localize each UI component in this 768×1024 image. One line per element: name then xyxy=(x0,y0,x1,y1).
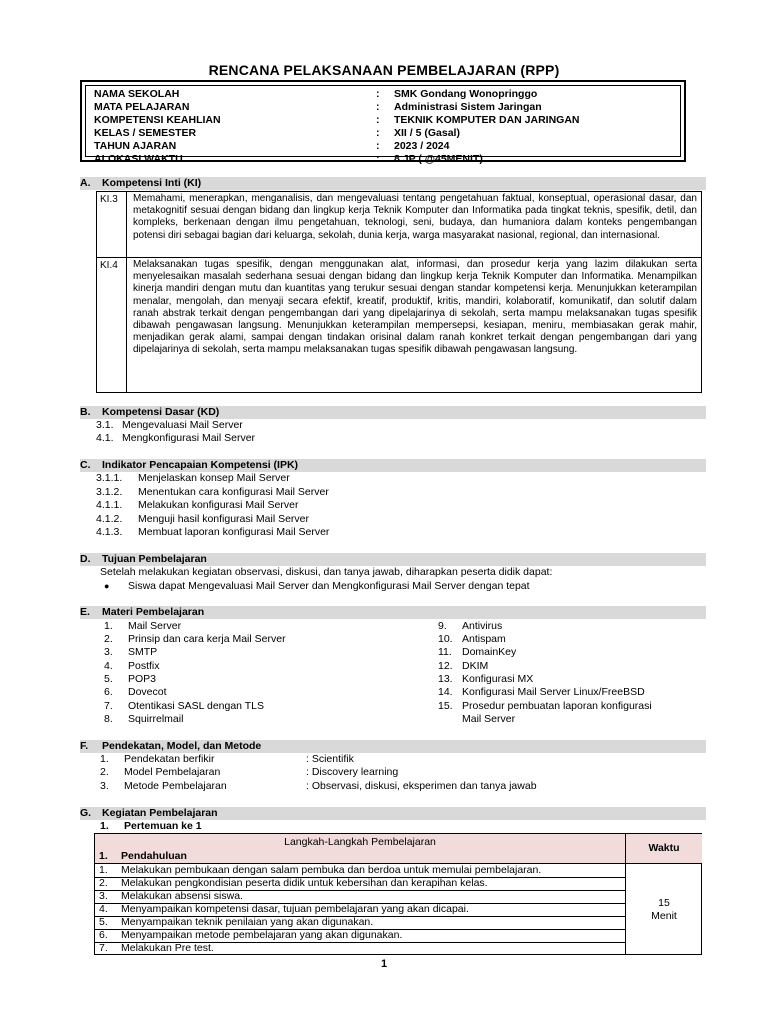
kegiatan-row-text: Melakukan Pre test. xyxy=(121,942,214,954)
materi-number: 10. xyxy=(438,633,453,645)
kegiatan-row-text: Menyampaikan metode pembelajaran yang akan digunakan. xyxy=(121,929,403,941)
kegiatan-body xyxy=(95,864,625,954)
kegiatan-time-cell xyxy=(625,864,702,954)
materi-number: 12. xyxy=(438,660,453,672)
materi-text-part: Prosedur pembuatan laporan konfigurasi xyxy=(462,700,652,712)
identity-key: ALOKASI WAKTU xyxy=(94,153,183,165)
materi-number: 5. xyxy=(104,673,113,685)
materi-text: Otentikasi SASL dengan TLS xyxy=(128,700,265,712)
materi-number: 13. xyxy=(438,673,453,685)
identity-colon: : xyxy=(376,88,380,100)
identity-key: KOMPETENSI KEAHLIAN xyxy=(94,114,221,126)
kegiatan-row-number: 3. xyxy=(99,890,108,902)
tujuan-item: Siswa dapat Mengevaluasi Mail Server dan Mengkonfigurasi Mail Server dengan tepat xyxy=(128,580,530,592)
materi-number: 2. xyxy=(104,633,113,645)
kegiatan-row-number: 1. xyxy=(99,864,108,876)
pendekatan-number: 1. xyxy=(100,753,109,765)
ki-code: KI.3 xyxy=(97,192,127,257)
materi-text: POP3 xyxy=(128,673,157,685)
document-title: RENCANA PELAKSANAAN PEMBELAJARAN (RPP) xyxy=(208,62,560,78)
identity-colon: : xyxy=(376,153,380,165)
bullet-icon: ● xyxy=(104,581,110,591)
ki-code: KI.4 xyxy=(97,258,127,392)
identity-value: 2023 / 2024 xyxy=(394,140,450,152)
pendekatan-label: Model Pembelajaran xyxy=(124,766,221,778)
ipk-text: Menguji hasil konfigurasi Mail Server xyxy=(138,513,309,525)
pertemuan-number: 1. xyxy=(100,820,109,832)
pendekatan-number: 2. xyxy=(100,766,109,778)
kegiatan-row-text: Melakukan pembukaan dengan salam pembuka dan berdoa untuk memulai pembelajaran. xyxy=(121,864,542,876)
identity-value: Administrasi Sistem Jaringan xyxy=(394,101,542,113)
identity-value: 8 JP ( @45MENIT) xyxy=(394,153,483,165)
section-letter: D. xyxy=(80,553,91,565)
section-heading-d xyxy=(80,553,706,566)
ipk-number: 4.1.3. xyxy=(96,526,123,538)
kegiatan-row-text: Melakukan pengkondisian peserta didik untuk kebersihan dan kerapihan kelas. xyxy=(121,877,488,889)
kegiatan-table xyxy=(94,833,702,955)
ipk-number: 4.1.1. xyxy=(96,499,123,511)
materi-number: 6. xyxy=(104,686,113,698)
materi-text: Dovecot xyxy=(128,686,167,698)
section-letter: B. xyxy=(80,406,91,418)
kegiatan-row-number: 7. xyxy=(99,942,108,954)
ipk-text: Melakukan konfigurasi Mail Server xyxy=(138,499,299,511)
materi-text xyxy=(462,700,698,713)
materi-number: 1. xyxy=(104,620,113,632)
materi-text: Prinsip dan cara kerja Mail Server xyxy=(128,633,286,645)
materi-text: DomainKey xyxy=(462,646,517,658)
ipk-number: 3.1.2. xyxy=(96,486,123,498)
ipk-number: 4.1.2. xyxy=(96,513,123,525)
section-letter: F. xyxy=(80,740,89,752)
materi-number: 15. xyxy=(438,700,453,712)
materi-number: 7. xyxy=(104,700,113,712)
materi-text: Antispam xyxy=(462,633,506,645)
identity-value: SMK Gondang Wonopringgo xyxy=(394,88,538,100)
section-heading-c xyxy=(80,459,706,472)
identity-key: MATA PELAJARAN xyxy=(94,101,190,113)
materi-number: 11. xyxy=(438,646,452,658)
kd-number: 3.1. xyxy=(96,419,114,431)
section-heading-e xyxy=(80,606,706,619)
section-heading-a xyxy=(80,177,706,190)
ipk-text: Menjelaskan konsep Mail Server xyxy=(138,472,290,484)
section-heading-f xyxy=(80,740,706,753)
kegiatan-time-value: 15 xyxy=(658,897,670,909)
section-label: Materi Pembelajaran xyxy=(102,606,205,618)
kegiatan-time-header: Waktu xyxy=(625,834,702,864)
identity-value: TEKNIK KOMPUTER DAN JARINGAN xyxy=(394,114,580,126)
pendekatan-value: : Observasi, diskusi, eksperimen dan tanya jawab xyxy=(306,780,537,792)
kegiatan-row-number: 5. xyxy=(99,916,108,928)
identity-key: KELAS / SEMESTER xyxy=(94,127,197,139)
materi-number: 9. xyxy=(438,620,447,632)
kegiatan-time-unit: Menit xyxy=(651,910,677,922)
pendekatan-label: Metode Pembelajaran xyxy=(124,780,227,792)
ki-text: Melaksanakan tugas spesifik, dengan menggunakan alat, informasi, dan prosedur kerja yang lazim dilakukan serta menyelesaikan masalah sederhana sesuai dengan bidang dan lingkup kerja Teknik Komputer dan Informatika. Menampilkan kinerja mandiri dengan mutu dan kuantitas yang terukur sesuai dengan standar kompetensi kerja. Menunjukkan keterampilan menalar, mengolah, dan menyaji secara efektif, kreatif, produktif, kritis, mandiri, kolaboratif, komunikatif, dan solutif dalam ranah abstrak terkait dengan pengembangan dari yang dipelajarinya di sekolah, serta mampu melaksanakan tugas spesifik dibawah pengawasan langsung. Menunjukkan keterampilan mempersepsi, kesiapan, meniru, membiasakan gerak mahir, menjadikan gerak alami, sampai dengan tindakan orisinal dalam ranah konkret terkait dengan pengembangan dari yang dipelajarinya di sekolah, serta mampu melaksanakan tugas spesifik dibawah pengawasan langsung. xyxy=(133,259,697,356)
pertemuan-label: Pertemuan ke 1 xyxy=(124,820,202,832)
identity-colon: : xyxy=(376,140,380,152)
section-letter: E. xyxy=(80,606,90,618)
materi-text: Postfix xyxy=(128,660,160,672)
materi-text: Squirrelmail xyxy=(128,713,184,725)
section-letter: A. xyxy=(80,177,91,189)
materi-text: Konfigurasi MX xyxy=(462,673,534,685)
section-letter: C. xyxy=(80,459,91,471)
materi-text: Konfigurasi Mail Server Linux/FreeBSD xyxy=(462,686,645,698)
materi-number: 8. xyxy=(104,713,113,725)
identity-key: NAMA SEKOLAH xyxy=(94,88,180,100)
kegiatan-sub-number: 1. xyxy=(99,850,108,862)
pendekatan-number: 3. xyxy=(100,780,109,792)
page-number: 1 xyxy=(380,958,388,970)
materi-text: Mail Server xyxy=(128,620,182,632)
ki-text: Memahami, menerapkan, menganalisis, dan mengevaluasi tentang pengetahuan faktual, konseptual, operasional dasar, dan metakognitif sesuai dengan bidang dan lingkup kerja Teknik Komputer dan Informatika pada tingkat teknis, spesifik, detil, dan kompleks, berkenaan dengan ilmu pengetahuan, teknologi, seni, budaya, dan humaniora dalam konteks pengembangan potensi diri sebagai bagian dari keluarga, sekolah, dunia kerja, warga masyarakat nasional, regional, dan internasional. xyxy=(133,193,697,241)
section-label: Kompetensi Dasar (KD) xyxy=(102,406,220,418)
section-letter: G. xyxy=(80,807,92,819)
kegiatan-row-text: Melakukan absensi siswa. xyxy=(121,890,243,902)
ki-box-4 xyxy=(96,257,702,393)
pendekatan-label: Pendekatan berfikir xyxy=(124,753,215,765)
section-label: Tujuan Pembelajaran xyxy=(102,553,207,565)
kegiatan-subheader xyxy=(95,850,625,864)
section-label: Indikator Pencapaian Kompetensi (IPK) xyxy=(102,459,299,471)
kegiatan-row-number: 4. xyxy=(99,903,108,915)
materi-text: Antivirus xyxy=(462,620,503,632)
ipk-text: Menentukan cara konfigurasi Mail Server xyxy=(138,486,329,498)
section-heading-g xyxy=(80,807,706,820)
materi-text: SMTP xyxy=(128,646,158,658)
kd-number: 4.1. xyxy=(96,432,114,444)
ipk-number: 3.1.1. xyxy=(96,472,123,484)
section-label: Kompetensi Inti (KI) xyxy=(102,177,202,189)
identity-box-inner xyxy=(85,85,681,165)
identity-key: TAHUN AJARAN xyxy=(94,140,177,152)
ki-box-3 xyxy=(96,191,702,258)
identity-box xyxy=(80,80,686,165)
kegiatan-sub-label: Pendahuluan xyxy=(121,850,187,862)
tujuan-intro: Setelah melakukan kegiatan observasi, diskusi, dan tanya jawab, diharapkan peserta didik dapat: xyxy=(100,566,553,578)
identity-colon: : xyxy=(376,114,380,126)
identity-colon: : xyxy=(376,101,380,113)
identity-colon: : xyxy=(376,127,380,139)
kegiatan-row-number: 6. xyxy=(99,929,108,941)
section-label: Kegiatan Pembelajaran xyxy=(102,807,218,819)
pendekatan-value: : Scientifik xyxy=(306,753,354,765)
identity-value: XII / 5 (Gasal) xyxy=(394,127,460,139)
kegiatan-header: Langkah-Langkah Pembelajaran xyxy=(95,834,625,851)
section-heading-b xyxy=(80,406,706,419)
kegiatan-row-text: Menyampaikan kompetensi dasar, tujuan pembelajaran yang akan dicapai. xyxy=(121,903,469,915)
materi-text-continued: Mail Server xyxy=(462,713,516,725)
ipk-text: Membuat laporan konfigurasi Mail Server xyxy=(138,526,330,538)
pendekatan-value: : Discovery learning xyxy=(306,766,399,778)
materi-number: 14. xyxy=(438,686,453,698)
section-label: Pendekatan, Model, dan Metode xyxy=(102,740,262,752)
materi-number: 3. xyxy=(104,646,113,658)
materi-text: DKIM xyxy=(462,660,489,672)
kegiatan-row-number: 2. xyxy=(99,877,108,889)
kd-text: Mengevaluasi Mail Server xyxy=(122,419,243,431)
materi-number: 4. xyxy=(104,660,113,672)
kegiatan-row-text: Menyampaikan teknik penilaian yang akan digunakan. xyxy=(121,916,374,928)
kd-text: Mengkonfigurasi Mail Server xyxy=(122,432,256,444)
